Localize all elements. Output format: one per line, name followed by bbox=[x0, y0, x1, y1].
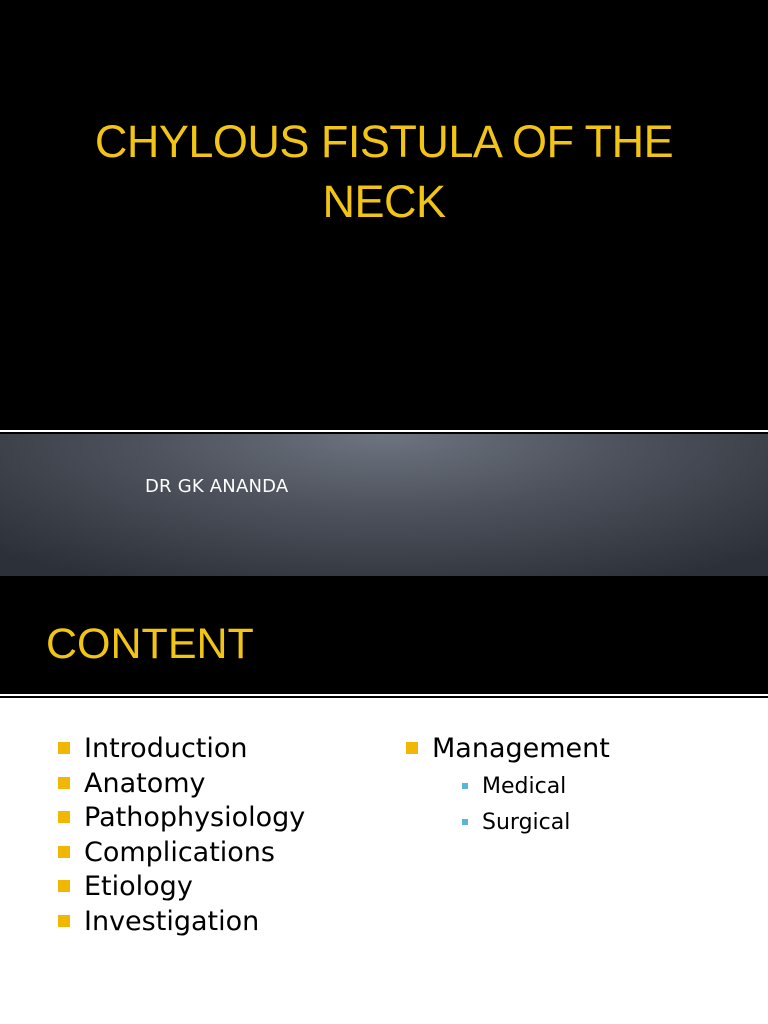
sub-list-item-label: Medical bbox=[482, 773, 567, 799]
list-item-label: Pathophysiology bbox=[84, 802, 306, 834]
sub-list-item-label: Surgical bbox=[482, 809, 571, 835]
list-item bbox=[58, 767, 305, 802]
list-item-label: Management bbox=[432, 733, 610, 764]
list-item bbox=[58, 801, 305, 836]
author-band bbox=[0, 434, 768, 576]
square-bullet-icon bbox=[406, 742, 418, 754]
square-bullet-icon bbox=[58, 915, 70, 927]
small-square-bullet-icon bbox=[462, 819, 468, 825]
author-name: DR GK ANANDA bbox=[145, 476, 289, 497]
sub-bullet-list bbox=[458, 769, 610, 841]
list-item-label: Complications bbox=[84, 836, 275, 868]
list-item bbox=[406, 732, 610, 841]
content-title: CONTENT bbox=[46, 620, 254, 668]
list-item bbox=[58, 836, 305, 871]
small-square-bullet-icon bbox=[462, 783, 468, 789]
square-bullet-icon bbox=[58, 811, 70, 823]
square-bullet-icon bbox=[58, 846, 70, 858]
divider-line bbox=[0, 696, 768, 698]
sub-list-item bbox=[458, 805, 610, 841]
list-item bbox=[58, 870, 305, 905]
content-slide bbox=[0, 576, 768, 1024]
square-bullet-icon bbox=[58, 880, 70, 892]
title-line-2: NECK bbox=[322, 176, 446, 227]
sub-list-item bbox=[458, 769, 610, 805]
list-item-label: Etiology bbox=[84, 871, 193, 903]
list-item bbox=[58, 905, 305, 940]
slide-title bbox=[40, 112, 728, 232]
list-item-label: Investigation bbox=[84, 905, 260, 937]
title-line-1: CHYLOUS FISTULA OF THE bbox=[94, 116, 674, 167]
list-item bbox=[58, 732, 305, 767]
divider-line bbox=[0, 430, 768, 432]
square-bullet-icon bbox=[58, 742, 70, 754]
slide-header bbox=[0, 576, 768, 694]
list-item-label: Anatomy bbox=[84, 767, 206, 799]
square-bullet-icon bbox=[58, 777, 70, 789]
left-bullet-list bbox=[58, 732, 305, 940]
right-bullet-list bbox=[406, 732, 610, 841]
list-item-label: Introduction bbox=[84, 733, 248, 764]
